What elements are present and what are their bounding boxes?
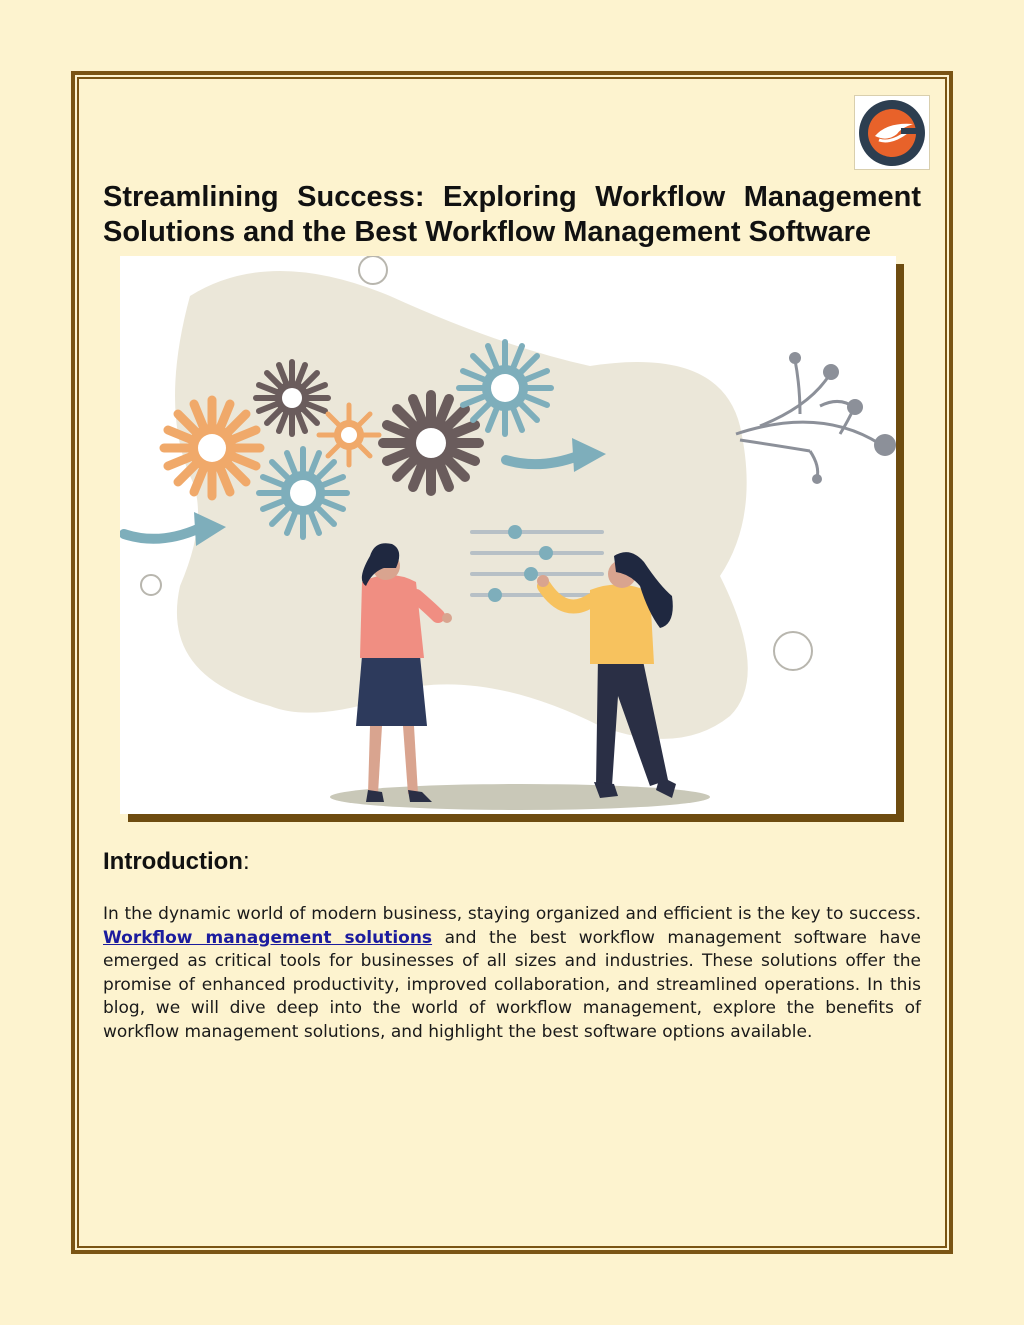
brand-logo (854, 95, 930, 170)
gear-dark-small-icon (256, 362, 328, 434)
branch-icon (736, 360, 880, 478)
gear-dark-large-icon (383, 395, 479, 491)
gear-orange-small-icon (319, 405, 379, 465)
gear-blue-lower-icon (259, 449, 347, 537)
section-heading-colon: : (242, 848, 250, 875)
gear-orange-large-icon (164, 400, 260, 496)
gear-blue-top-icon (459, 342, 551, 434)
title-line-1: Streamlining Success: Exploring Workflow Management (103, 181, 921, 213)
section-heading-introduction (103, 848, 250, 876)
workflow-solutions-link[interactable]: Workflow management solutions (103, 927, 433, 948)
paragraph-text-before-link: In the dynamic world of modern business, staying organized and efficient is the key to success. (103, 904, 921, 924)
title-line-2: Solutions and the Best Workflow Management Software (103, 216, 872, 248)
page-title (103, 180, 921, 250)
paragraph-text-after-link: and the best workflow management software have emerged as critical tools for businesses of all sizes and industries. These solutions offer the promise of enhanced productivity, improved collaboration, and streamlined operations. In this blog, we will dive deep into the world of workflow management, explore the benefits of workflow management solutions, and highlight the best software options available. (103, 927, 921, 1042)
workflow-illustration (120, 256, 896, 814)
section-heading-text: Introduction (103, 848, 243, 875)
intro-paragraph (103, 903, 921, 1044)
hero-illustration (120, 256, 896, 814)
brand-logo-icon (857, 98, 927, 168)
